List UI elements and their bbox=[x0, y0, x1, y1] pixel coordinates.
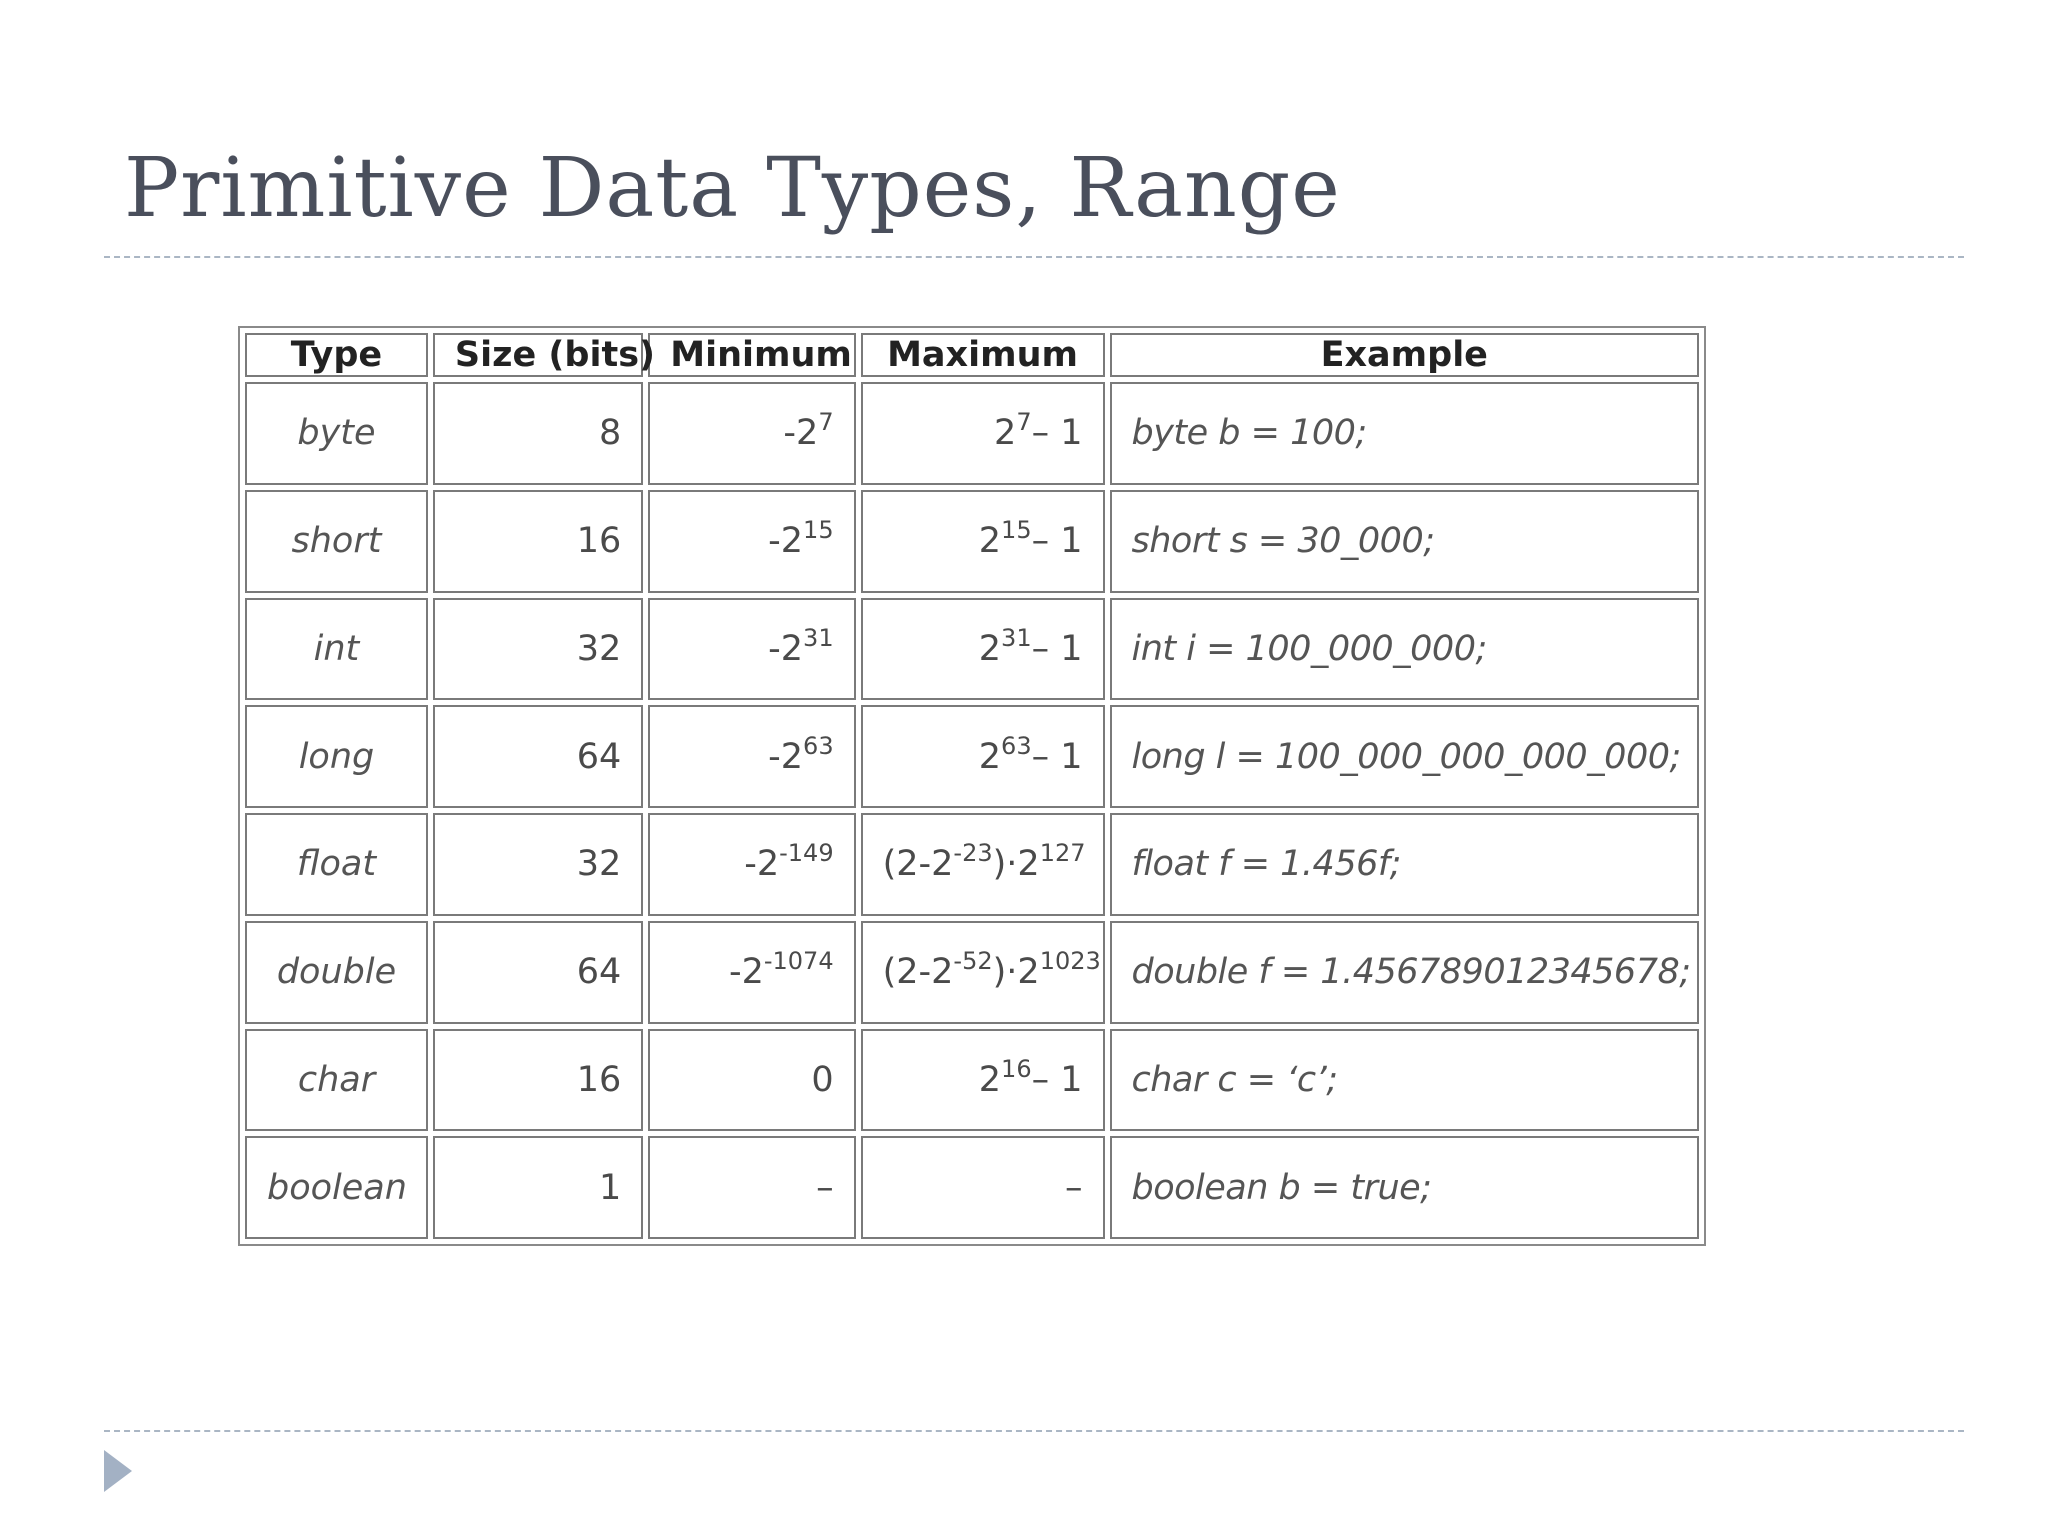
type-cell: long bbox=[245, 705, 428, 808]
table-row bbox=[245, 921, 1699, 1024]
table-row bbox=[245, 598, 1699, 701]
size-cell: 16 bbox=[433, 490, 643, 593]
size-cell: 32 bbox=[433, 813, 643, 916]
type-cell: char bbox=[245, 1029, 428, 1132]
minimum-cell: – bbox=[648, 1136, 855, 1239]
size-cell: 1 bbox=[433, 1136, 643, 1239]
table-row bbox=[245, 490, 1699, 593]
title-divider bbox=[104, 256, 1964, 258]
header-example: Example bbox=[1110, 333, 1700, 377]
minimum-cell: $-2^{-149}$ bbox=[648, 813, 855, 916]
type-cell: int bbox=[245, 598, 428, 701]
maximum-cell: $2^{15}-$ 1 bbox=[861, 490, 1105, 593]
size-cell: 32 bbox=[433, 598, 643, 701]
minimum-cell: 0 bbox=[648, 1029, 855, 1132]
minimum-cell: $-2^{-1074}$ bbox=[648, 921, 855, 1024]
maximum-cell: $(2-2^{-52})\cdot 2^{1023}$ bbox=[861, 921, 1105, 1024]
table-row bbox=[245, 1029, 1699, 1132]
type-cell: double bbox=[245, 921, 428, 1024]
example-cell: int i = 100_000_000; bbox=[1110, 598, 1700, 701]
type-cell: byte bbox=[245, 382, 428, 485]
example-cell: byte b = 100; bbox=[1110, 382, 1700, 485]
play-triangle-icon bbox=[104, 1450, 132, 1492]
example-cell: long l = 100_000_000_000_000; bbox=[1110, 705, 1700, 808]
size-cell: 64 bbox=[433, 705, 643, 808]
table-row bbox=[245, 382, 1699, 485]
example-cell: short s = 30_000; bbox=[1110, 490, 1700, 593]
data-types-table bbox=[240, 328, 1704, 1244]
minimum-cell: $-2^{63}$ bbox=[648, 705, 855, 808]
size-cell: 8 bbox=[433, 382, 643, 485]
header-maximum: Maximum bbox=[861, 333, 1105, 377]
footer-divider bbox=[104, 1430, 1964, 1432]
table-header-row bbox=[245, 333, 1699, 377]
maximum-cell: $2^{16}-$ 1 bbox=[861, 1029, 1105, 1132]
minimum-cell: $-2^{15}$ bbox=[648, 490, 855, 593]
maximum-cell: $2^7-$ 1 bbox=[861, 382, 1105, 485]
maximum-cell: – bbox=[861, 1136, 1105, 1239]
example-cell: char c = ‘c’; bbox=[1110, 1029, 1700, 1132]
data-types-table-frame bbox=[238, 326, 1706, 1246]
size-cell: 64 bbox=[433, 921, 643, 1024]
type-cell: short bbox=[245, 490, 428, 593]
table-row bbox=[245, 705, 1699, 808]
table-row bbox=[245, 1136, 1699, 1239]
maximum-cell: $2^{63}-$ 1 bbox=[861, 705, 1105, 808]
slide-title: Primitive Data Types, Range bbox=[124, 141, 1341, 236]
header-size: Size (bits) bbox=[433, 333, 643, 377]
minimum-cell: $-2^7$ bbox=[648, 382, 855, 485]
minimum-cell: $-2^{31}$ bbox=[648, 598, 855, 701]
example-cell: double f = 1.456789012345678; bbox=[1110, 921, 1700, 1024]
size-cell: 16 bbox=[433, 1029, 643, 1132]
header-type: Type bbox=[245, 333, 428, 377]
example-cell: boolean b = true; bbox=[1110, 1136, 1700, 1239]
type-cell: float bbox=[245, 813, 428, 916]
example-cell: float f = 1.456f; bbox=[1110, 813, 1700, 916]
type-cell: boolean bbox=[245, 1136, 428, 1239]
table-row bbox=[245, 813, 1699, 916]
header-minimum: Minimum bbox=[648, 333, 855, 377]
maximum-cell: $(2-2^{-23})\cdot 2^{127}$ bbox=[861, 813, 1105, 916]
maximum-cell: $2^{31}-$ 1 bbox=[861, 598, 1105, 701]
